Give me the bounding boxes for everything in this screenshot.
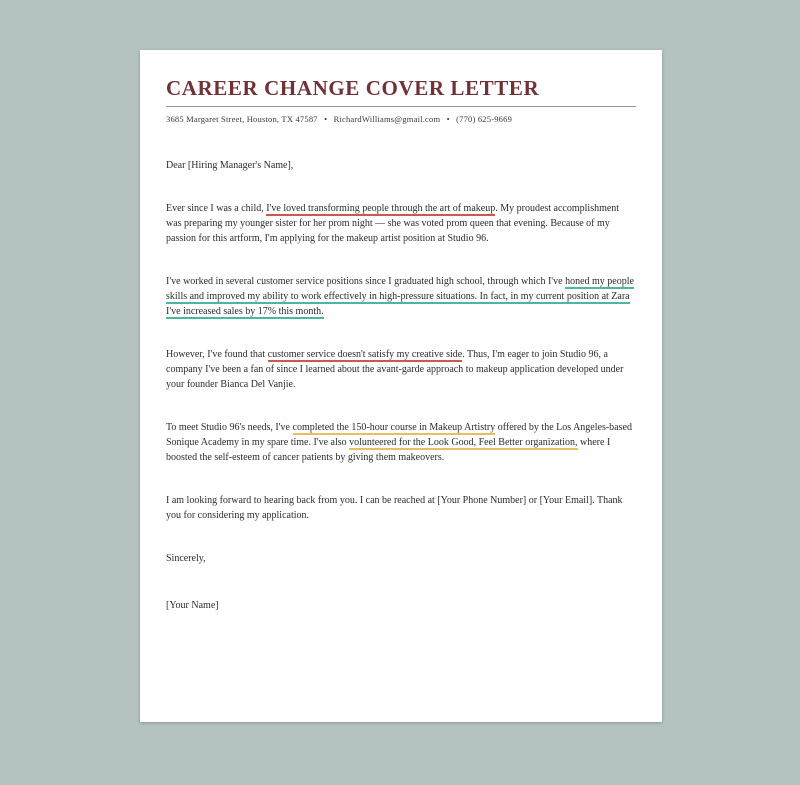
closing: Sincerely, (166, 553, 206, 564)
letter-body (166, 158, 636, 613)
underlined-phrase-yellow: completed the 150-hour course in Makeup Artistry (292, 422, 496, 433)
contact-address: 3685 Margaret Street, Houston, TX 47587 (166, 114, 318, 124)
paragraph-text: where I boosted the self-esteem of cancer patients by giving them makeovers. (166, 437, 611, 463)
contact-email: RichardWilliams@gmail.com (333, 114, 441, 124)
contact-info (166, 114, 636, 124)
underlined-phrase-green: honed my people skills and improved my ability to work effectively in high-pressure situations. In fact, in my current position at Zara I've increased sales by 17% this month. (166, 276, 634, 317)
underlined-phrase-red: I've loved transforming people through the art of makeup (266, 203, 496, 214)
contact-separator: • (446, 114, 450, 124)
contact-separator: • (324, 114, 328, 124)
title-divider (166, 106, 636, 107)
paragraph-text: Ever since I was a child, (166, 203, 267, 214)
paragraph-text: However, I've found that (166, 349, 268, 360)
cover-letter-page (140, 50, 662, 722)
paragraph (166, 274, 636, 319)
paragraph-text: I am looking forward to hearing back from you. I can be reached at [Your Phone Number] or [Your Email]. Thank you for considering my application. (166, 495, 623, 521)
paragraph-text: . Thus, I'm eager to join Studio 96, a company I've been a fan of since I learned about the avant-garde approach to makeup application developed under your founder Bianca Del Vanjie. (166, 349, 624, 390)
signature-placeholder: [Your Name] (166, 600, 219, 611)
paragraph (166, 347, 636, 392)
paragraph-text: offered by the Los Angeles-based Sonique Academy in my spare time. I've also (166, 422, 632, 448)
underlined-phrase-yellow: volunteered for the Look Good, Feel Better organization, (349, 437, 578, 448)
underlined-phrase-red: customer service doesn't satisfy my creative side (267, 349, 463, 360)
paragraph-text: . My proudest accomplishment was preparing my younger sister for her prom night — she was voted prom queen that evening. Because of my passion for this artform, I'm applying for the makeup artist position at Studio 96. (166, 203, 620, 244)
letter-paragraphs (166, 201, 636, 523)
paragraph (166, 201, 636, 246)
contact-phone: (770) 625-9669 (456, 114, 513, 124)
document-title: CAREER CHANGE COVER LETTER (166, 76, 540, 100)
salutation: Dear [Hiring Manager's Name], (166, 160, 294, 171)
paragraph (166, 420, 636, 465)
paragraph-text: I've worked in several customer service positions since I graduated high school, through which I've (166, 276, 566, 287)
paragraph-text: To meet Studio 96's needs, I've (166, 422, 293, 433)
paragraph (166, 493, 636, 523)
